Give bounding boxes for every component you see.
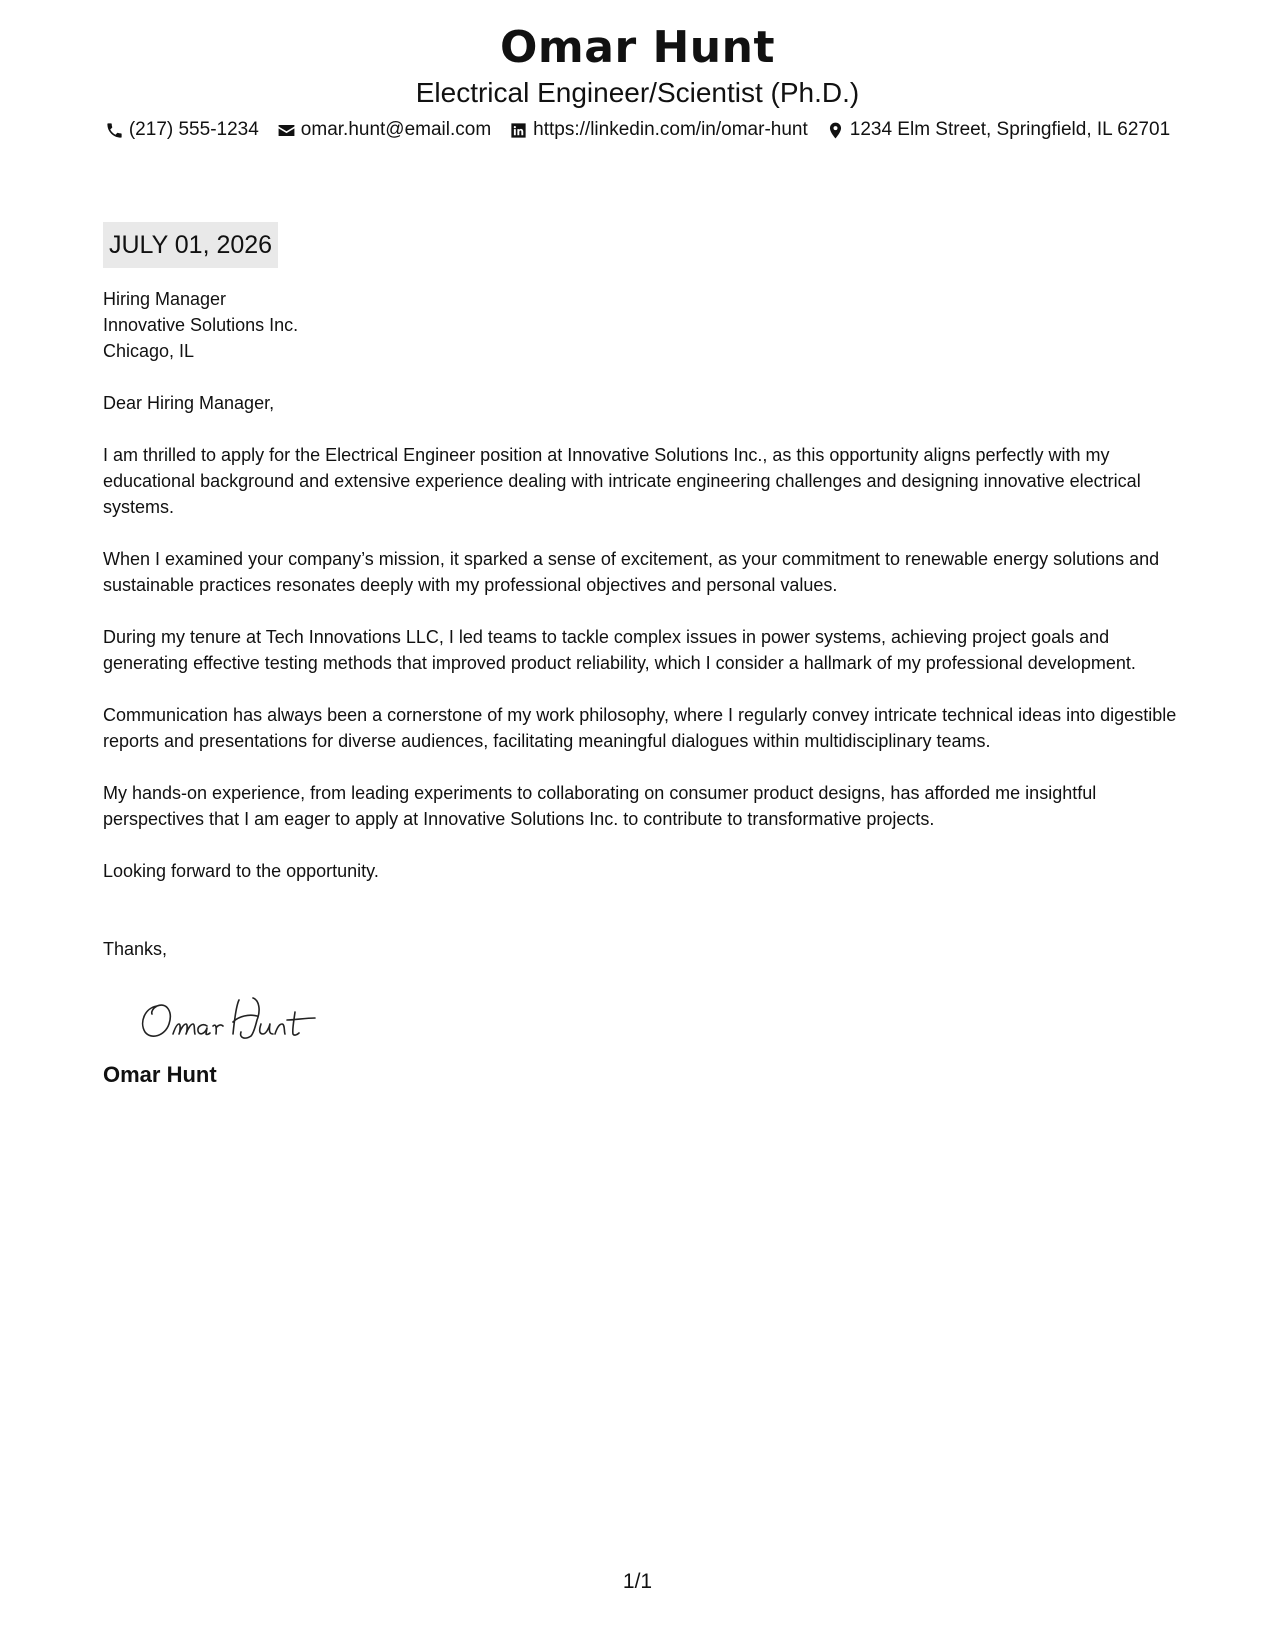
- phone-number: (217) 555-1234: [128, 119, 259, 140]
- linkedin-icon: [509, 121, 528, 140]
- signature-image: [135, 990, 335, 1046]
- applicant-title: Electrical Engineer/Scientist (Ph.D.): [415, 77, 860, 108]
- salutation: Dear Hiring Manager,: [103, 393, 275, 413]
- sign-off: Thanks,: [103, 939, 168, 959]
- body-paragraph-3: During my tenure at Tech Innovations LLC, I led teams to tackle complex issues in power systems, achieving project goals and generating effective testing methods that improved product reliability, which I consider a hallmark of my professional development.: [103, 627, 1136, 673]
- body-paragraph-2: When I examined your company’s mission, it sparked a sense of excitement, as your commitment to renewable energy solutions and sustainable practices resonates deeply with my professional objectives and personal values.: [103, 549, 1160, 595]
- map-pin-icon: [826, 121, 845, 140]
- closing-line: Looking forward to the opportunity.: [103, 861, 379, 881]
- recipient-company: Innovative Solutions Inc.: [103, 315, 299, 335]
- page-indicator: 1/1: [622, 1570, 653, 1593]
- recipient-location: Chicago, IL: [103, 341, 195, 361]
- letter-body: [103, 222, 1178, 1090]
- letter-date: JULY 01, 2026: [103, 222, 278, 268]
- recipient-role: Hiring Manager: [103, 289, 227, 309]
- body-paragraph-1: I am thrilled to apply for the Electrical Engineer position at Innovative Solutions Inc., as this opportunity aligns perfectly with my educational background and extensive experience dealing with intricate engineering challenges and designing innovative electrical systems.: [103, 445, 1141, 517]
- email-address[interactable]: omar.hunt@email.com: [300, 119, 492, 140]
- linkedin-url[interactable]: https://linkedin.com/in/omar-hunt: [533, 119, 808, 140]
- signed-name: Omar Hunt: [103, 1062, 217, 1087]
- phone-icon: [105, 121, 124, 140]
- applicant-name: Omar Hunt: [500, 22, 775, 73]
- contact-phone: [105, 116, 259, 144]
- contact-email[interactable]: [277, 116, 491, 144]
- contact-linkedin[interactable]: [509, 116, 808, 144]
- contact-address: [826, 116, 1170, 144]
- recipient-block: [103, 286, 1178, 364]
- body-paragraph-5: My hands-on experience, from leading experiments to collaborating on consumer product designs, has afforded me insightful perspectives that I am eager to apply at Innovative Solutions Inc. to contribute to transformative projects.: [103, 783, 1097, 829]
- handwritten-signature: [135, 990, 335, 1046]
- envelope-icon: [277, 121, 296, 140]
- street-address: 1234 Elm Street, Springfield, IL 62701: [849, 119, 1171, 140]
- letter-header: [0, 20, 1275, 144]
- body-paragraph-4: Communication has always been a cornerstone of my work philosophy, where I regularly convey intricate technical ideas into digestible reports and presentations for diverse audiences, facilitating meaningful dialogues within multidisciplinary teams.: [103, 705, 1177, 751]
- contact-bar: [0, 116, 1275, 144]
